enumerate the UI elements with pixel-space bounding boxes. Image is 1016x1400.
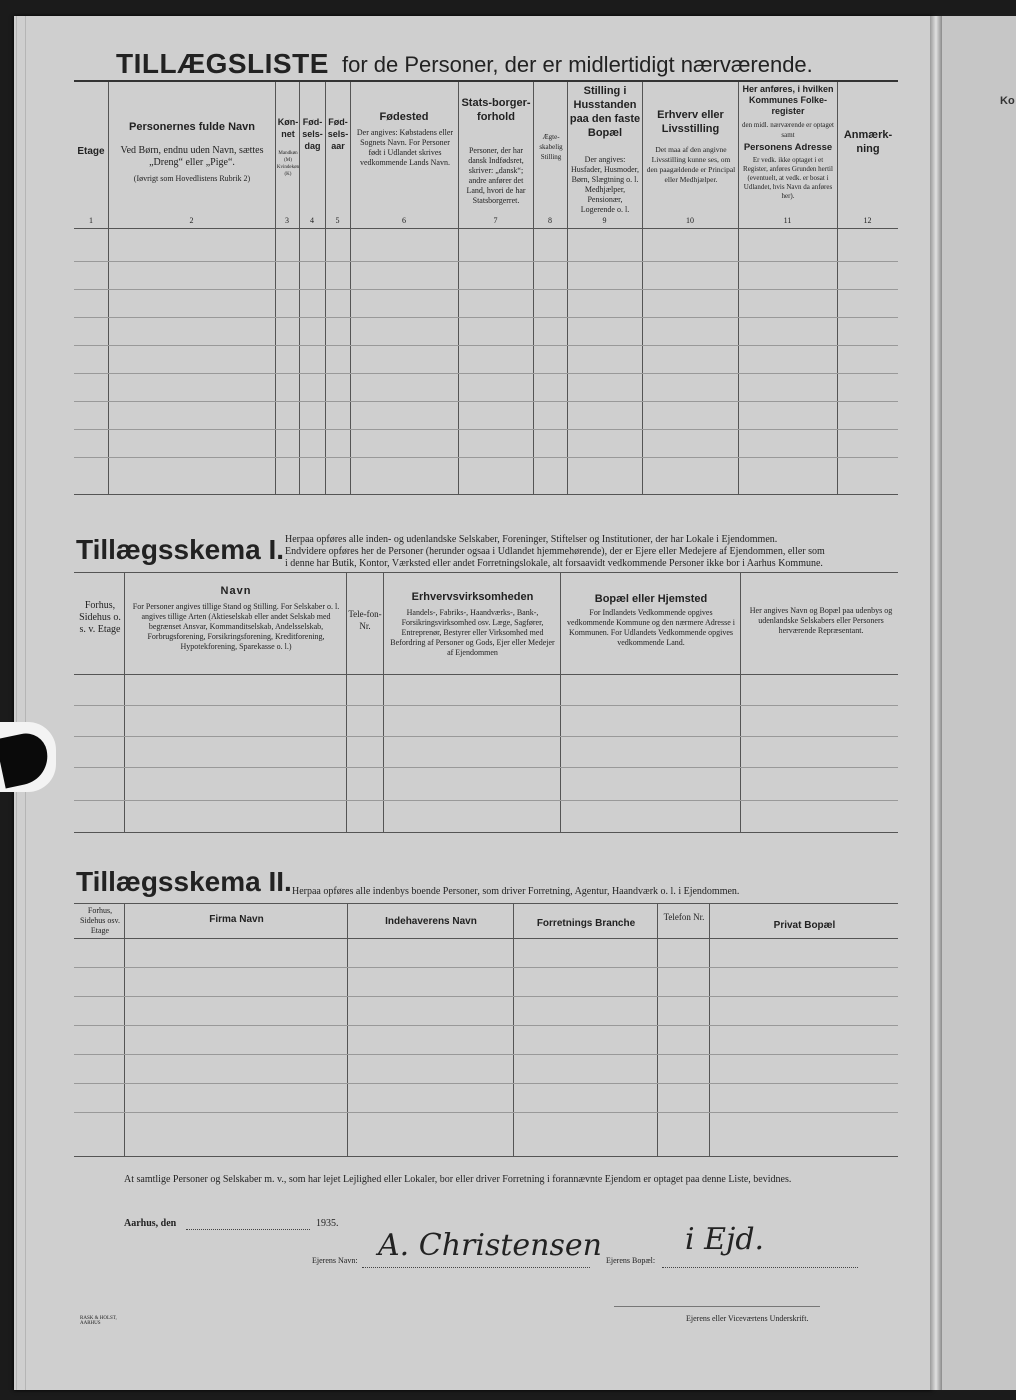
skema1-col-representative: Her angives Navn og Bopæl paa udenbys og udenlandske Selskabers eller Personers herværende Repræsentant. [749,606,893,635]
skema1-col-business: Erhvervsvirksomheden [411,591,534,603]
skema2-col-branch: Forretnings Branche [536,918,636,929]
col-citizenship: Stats-borger-forhold [461,97,531,123]
skema1-col-business-note: Handels-, Fabriks-, Haandværks-, Bank-, Forsikringsvirksomhed osv. Læge, Sagfører, Entreprenør, Bestyrer eller Virksomhed med Befordring af Personer og Gods, Ejer eller Medejer af Ejendommen [390,608,555,657]
col-register-note: den midl. nærværende er optaget samt [742,121,834,139]
col-marital: Ægte-skabelig Stilling [539,133,563,161]
col-address-note: Er vedk. ikke optaget i et Register, anføres Grunden hertil (eventuelt, at vedk. er bosat i Udlandet, hvis Navn da anføres her). [743,156,833,200]
col-birthplace-note: Der angives: Købstadens eller Sognets Navn. For Personer født i Udlandet skrives vedkommende Lands Navn. [356,128,454,167]
owner-name-label: Ejerens Navn: [312,1256,358,1265]
skema2-col-firm: Firma Navn [209,914,264,925]
col-birthplace: Fødested [379,111,429,123]
col-number: 9 [602,216,607,225]
book-spine [930,16,942,1390]
col-name-note2: (Iøvrigt som Hovedlistens Rubrik 2) [133,174,251,183]
next-page-text: Ko [1000,95,1015,107]
printer-mark: RASK & HOLST, AARHUS [80,1316,117,1326]
skema1-col-floor: Forhus, Sidehus o. s. v. Etage [79,600,121,635]
col-occupation: Erhverv eller Livsstilling [657,109,724,135]
col-household: Stilling i Husstanden paa den faste Bopæl [569,85,641,139]
next-page-edge [942,16,1016,1390]
skema1-title: Tillægsskema I. [76,534,285,565]
col-number: 4 [310,216,314,225]
owner-address-label: Ejerens Bopæl: [606,1256,656,1265]
col-address: Personens Adresse [743,142,833,153]
col-number: 10 [686,216,694,225]
form-title: TILLÆGSLISTE [116,48,329,79]
owner-address-value: i Ejd. [685,1222,765,1257]
col-number: 3 [285,216,289,225]
col-number: 6 [402,216,406,225]
col-sex-note: Mandkøn (M) Kvindekøn (K) [276,151,300,177]
col-household-note: Der angives: Husfader, Husmoder, Børn, Slægtning o. l. Medhjælper, Pensionær, Logerende o. l. [570,155,639,214]
skema1-col-residence: Bopæl eller Hjemsted [594,593,708,605]
owner-name-signature: A. Christensen [378,1228,602,1263]
col-name: Personernes fulde Navn [129,121,255,133]
col-number: 11 [783,216,792,225]
skema1-col-name-note: For Personer angives tillige Stand og Stilling. For Selskaber o. l. angives tillige Arten (Aktieselskab eller andet Selskab med begrænset Ansvar, Kommanditselskab, Andelsselskab, Forbrugsforening, Forsikringsforening, Kreditforening, Hypotekforening, Sparekasse o. l.) [132,602,340,651]
year-label: 1935. [316,1218,339,1229]
skema2-col-phone: Telefon Nr. [663,912,705,922]
skema1-intro-line3: i denne har Butik, Kontor, Værksted eller andet Forretningslokale, alt forsaavidt vedkommende Personer ikke bor i Aarhus Kommune. [285,558,823,569]
col-citizenship-note: Personer, der har dansk Indfødsret, skriver: „dansk“; andre anfører det Land, hvori de har Statsborgerret. [466,146,526,205]
signature-label: Ejerens eller Viceværtens Underskrift. [686,1314,809,1323]
col-register: Her anføres, i hvilken Kommunes Folke-register [742,84,834,116]
col-etage: Etage [77,146,105,157]
col-name-note: Ved Børn, endnu uden Navn, sættes „Dreng“ eller „Pige“. [120,145,264,168]
skema1-intro-line1: Herpaa opføres alle inden- og udenlandske Selskaber, Foreninger, Stiftelser og Institutioner, der har Lokale i Ejendommen. [285,534,778,545]
col-birthyear: Fød-sels-aar [327,117,349,151]
col-number: 1 [89,216,93,225]
col-number: 7 [493,216,498,225]
col-number: 2 [189,216,194,225]
skema1-intro-line2: Endvidere opføres her de Personer (herunder ogsaa i Udlandet hjemmehørende), der er Ejere eller Medejere af Ejendommen, eller som [285,546,825,557]
page-edge-lines [16,16,26,1390]
col-number: 12 [863,216,872,225]
col-occupation-note: Det maa af den angivne Livsstilling kunne ses, om den paagældende er Principal eller Medhjælper. [646,145,736,184]
skema2-title: Tillægsskema II. [76,866,292,897]
col-sex: Køn-net [277,117,299,139]
col-number: 8 [548,216,552,225]
place-date-label: Aarhus, den [124,1218,177,1229]
skema2-intro: Herpaa opføres alle indenbys boende Personer, som driver Forretning, Agentur, Haandværk o. l. i Ejendommen. [292,886,740,897]
col-number: 5 [335,216,340,225]
skema1-col-residence-note: For Indlandets Vedkommende opgives vedkommende Kommune og den nærmere Adresse i Kommunen. For Udlandets Vedkommende opgives vedkommende Land. [567,608,735,647]
attestation-statement: At samtlige Personer og Selskaber m. v., som har lejet Lejlighed eller Lokaler, bor eller driver Forretning i forannævnte Ejendom er optaget paa denne Liste, bevidnes. [124,1174,792,1185]
skema1-col-name: Navn [220,585,252,597]
skema2-col-owner: Indehaverens Navn [385,916,477,927]
skema2-col-floor: Forhus, Sidehus osv. Etage [80,906,120,935]
skema1-col-phone: Tele-fon-Nr. [348,609,382,631]
col-remarks: Anmærk-ning [843,129,893,155]
col-birthday: Fød-sels-dag [302,117,323,151]
skema2-col-private: Privat Bopæl [773,920,836,931]
form-subtitle: for de Personer, der er midlertidigt nærværende. [342,52,813,77]
